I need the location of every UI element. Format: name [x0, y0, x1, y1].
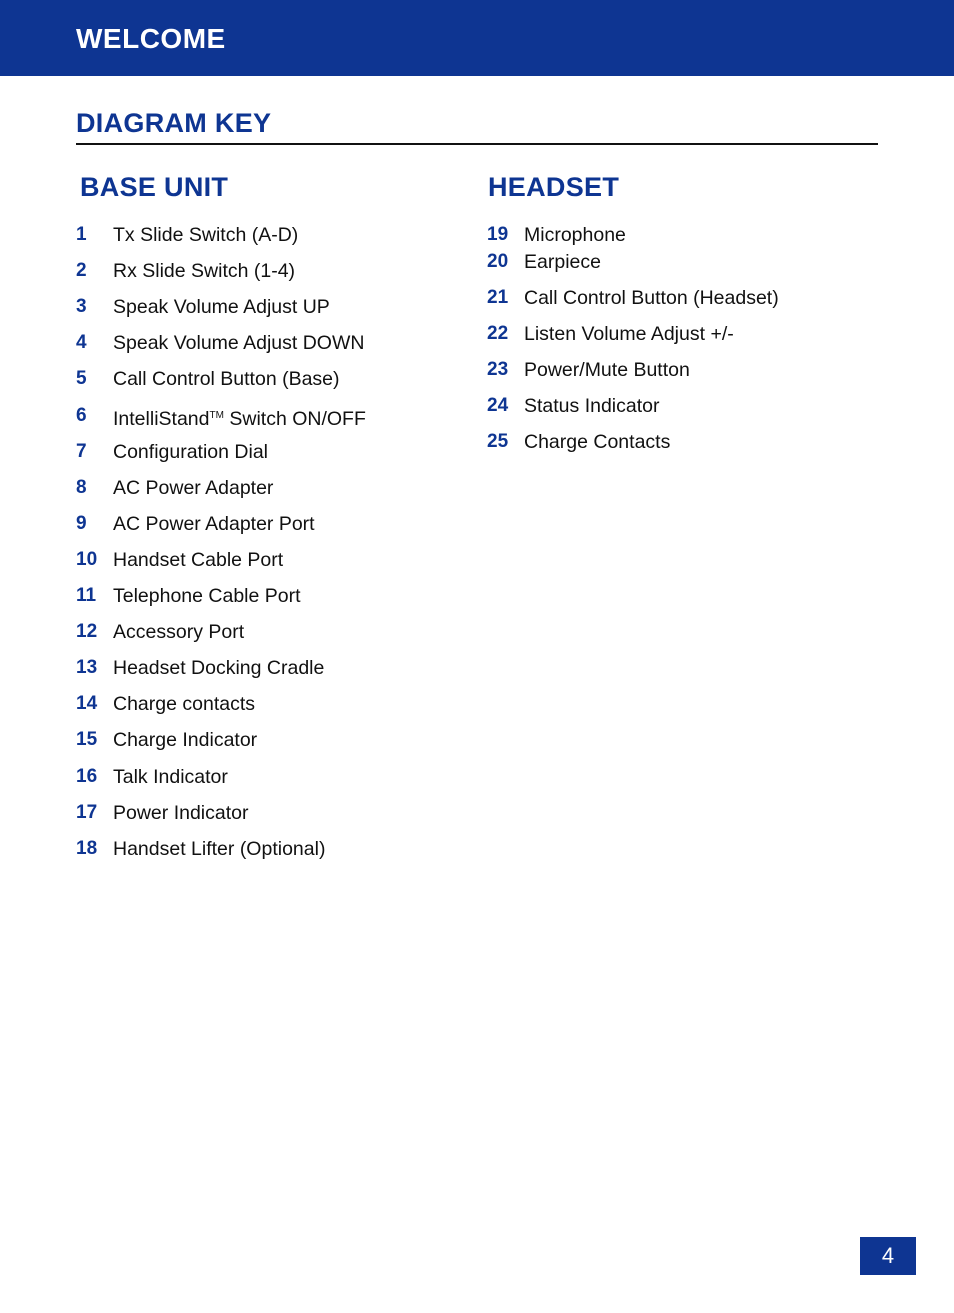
key-label: Speak Volume Adjust UP — [113, 296, 330, 318]
trademark-mark: TM — [209, 410, 224, 421]
key-label: Listen Volume Adjust +/- — [524, 323, 734, 345]
key-label-suffix: Switch ON/OFF — [223, 408, 366, 430]
key-number: 18 — [76, 838, 98, 859]
key-label: Configuration Dial — [113, 441, 269, 463]
key-number: 17 — [76, 802, 98, 823]
key-label: Power Indicator — [113, 802, 249, 824]
header-bar — [0, 0, 954, 76]
key-label: Telephone Cable Port — [113, 585, 301, 607]
key-number: 20 — [487, 251, 509, 272]
key-number: 21 — [487, 287, 509, 308]
key-label: AC Power Adapter — [113, 477, 274, 499]
key-label: Speak Volume Adjust DOWN — [113, 332, 365, 354]
headset-heading: HEADSET — [488, 172, 620, 202]
key-label: Charge contacts — [113, 693, 255, 715]
key-number: 2 — [76, 260, 87, 281]
base-unit-heading: BASE UNIT — [80, 172, 229, 202]
key-label: Power/Mute Button — [524, 359, 690, 381]
key-label: Charge Indicator — [113, 729, 258, 751]
key-number: 16 — [76, 766, 98, 787]
key-number: 6 — [76, 405, 87, 426]
key-number: 5 — [76, 368, 87, 389]
key-label: Call Control Button (Base) — [113, 368, 340, 390]
key-label: Rx Slide Switch (1-4) — [113, 260, 296, 282]
key-number: 23 — [487, 359, 509, 380]
key-label: Tx Slide Switch (A-D) — [113, 224, 299, 246]
key-number: 4 — [76, 332, 87, 353]
key-label: Accessory Port — [113, 621, 245, 643]
key-number: 24 — [487, 395, 509, 416]
key-label: Earpiece — [524, 251, 601, 273]
key-number: 15 — [76, 729, 98, 750]
key-label: Microphone — [524, 224, 626, 246]
key-number: 9 — [76, 513, 87, 534]
key-label: Status Indicator — [524, 395, 660, 417]
key-number: 3 — [76, 296, 87, 317]
key-number: 22 — [487, 323, 509, 344]
key-label: Handset Lifter (Optional) — [113, 838, 326, 860]
key-number: 25 — [487, 431, 509, 452]
key-number: 14 — [76, 693, 98, 714]
section-divider — [76, 143, 878, 145]
key-number: 12 — [76, 621, 98, 642]
key-label: Charge Contacts — [524, 431, 671, 453]
key-label: Handset Cable Port — [113, 549, 284, 571]
key-label: AC Power Adapter Port — [113, 513, 315, 535]
key-label: Call Control Button (Headset) — [524, 287, 779, 309]
key-number: 7 — [76, 441, 87, 462]
key-number: 19 — [487, 224, 509, 245]
key-number: 8 — [76, 477, 87, 498]
key-label: Headset Docking Cradle — [113, 657, 325, 679]
key-number: 11 — [76, 585, 97, 606]
key-label — [113, 403, 366, 432]
page-number: 4 — [860, 1237, 916, 1275]
key-number: 1 — [76, 224, 87, 245]
key-number: 10 — [76, 549, 98, 570]
key-number: 13 — [76, 657, 98, 678]
section-title: DIAGRAM KEY — [76, 108, 272, 138]
key-label: Talk Indicator — [113, 766, 228, 788]
header-title: WELCOME — [76, 23, 226, 54]
key-label-text: IntelliStand — [113, 408, 210, 430]
